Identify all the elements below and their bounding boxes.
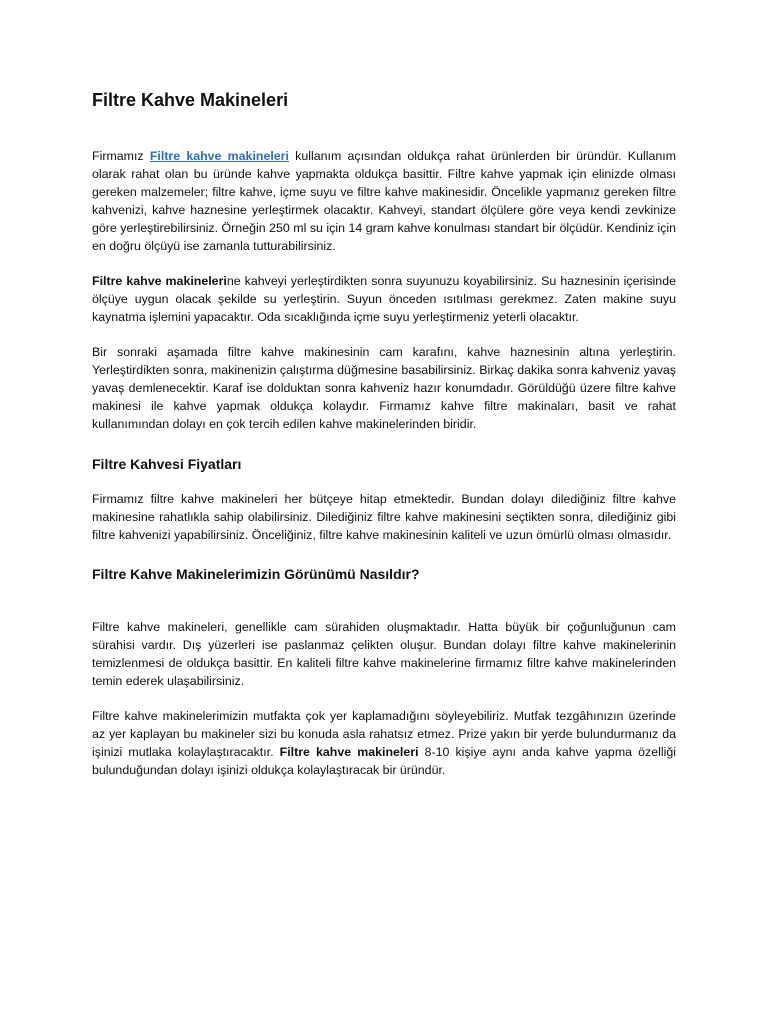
filtre-kahve-makineleri-link[interactable]: Filtre kahve makineleri: [149, 149, 289, 163]
document-title: Filtre Kahve Makineleri: [92, 90, 289, 110]
paragraph-text: 8-10 kişiye aynı anda kahve yapma özelliği bulunduğundan dolayı işinizi oldukça kolaylaştıracak bir üründür.: [92, 745, 676, 777]
paragraph-text: Firmamız: [92, 149, 150, 163]
paragraph-intro: [92, 147, 676, 255]
section-heading-prices: Filtre Kahvesi Fiyatları: [92, 456, 242, 472]
paragraph-text: Filtre kahve makinelerimizin mutfakta çok yer kaplamadığını söyleyebiliriz. Mutfak tezgâhınızın üzerinde az yer kaplayan bu makineler sizi bu konuda asla rahatsız etmez. Prize yakın bir yerde bulundurmanız da işinizi mutlaka kolaylaştıracaktır.: [92, 709, 676, 759]
paragraph-appearance: Filtre kahve makineleri, genellikle cam sürahiden oluşmaktadır. Hatta büyük bir çoğunluğunun cam sürahisi vardır. Dış yüzerleri ise paslanmaz çelikten oluşur. Bundan dolayı filtre kahve makinelerinin temizlenmesi de oldukça basittir. En kaliteli filtre kahve makinelerine firmamız filtre kahve makinelerinden temin ederek ulaşabilirsiniz.: [92, 620, 676, 688]
paragraph-brewing: Bir sonraki aşamada filtre kahve makinesinin cam karafını, kahve haznesinin altına yerleştirin. Yerleştirdikten sonra, makinenizin çalıştırma düğmesine basabilirsiniz. Birkaç dakika sonra kahveniz yavaş yavaş demlenecektir. Karaf ise dolduktan sonra kahveniz hazır konumdadır. Görüldüğü üzere filtre kahve makinesi ile kahve yapmak oldukça kolaydır. Firmamız kahve filtre makinaları, basit ve rahat kullanımından dolayı en çok tercih edilen kahve makinelerinden biridir.: [92, 345, 676, 431]
paragraph-water: [92, 272, 676, 326]
bold-term: Filtre kahve makineleri: [92, 274, 227, 288]
section-heading-appearance: Filtre Kahve Makinelerimizin Görünümü Nasıldır?: [92, 566, 420, 582]
paragraph-kitchen: [92, 707, 676, 779]
paragraph-text: kullanım açısından oldukça rahat ürünlerden bir üründür. Kullanım olarak rahat olan bu üründe kahve yapmakta oldukça basittir. Filtre kahve yapmak için elinizde olması gereken malzemeler; filtre kahve, içme suyu ve filtre kahve makinesidir. Öncelikle yapmanız gereken filtre kahvenizi, kahve haznesine yerleştirmek olacaktır. Kahveyi, standart ölçülere göre veya kendi zevkinize göre yerleştirebilirsiniz. Örneğin 250 ml su için 14 gram kahve konulması standart bir ölçüdür. Kendiniz için en doğru ölçüyü ise zamanla tutturabilirsiniz.: [92, 149, 677, 253]
paragraph-text: ne kahveyi yerleştirdikten sonra suyunuzu koyabilirsiniz. Su haznesinin içerisinde ölçüye uygun olacak şekilde su yerleştirin. Suyun önceden ısıtılması gerekmez. Zaten makine suyu kaynatma işlemini yapacaktır. Oda sıcaklığında içme suyu yerleştirmeniz yeterli olacaktır.: [92, 274, 676, 324]
bold-term: Filtre kahve makineleri: [279, 745, 419, 759]
paragraph-prices: Firmamız filtre kahve makineleri her bütçeye hitap etmektedir. Bundan dolayı dilediğiniz filtre kahve makinesine rahatlıkla sahip olabilirsiniz. Dilediğiniz filtre kahve makinesini seçtikten sonra, dilediğiniz gibi filtre kahvenizi yapabilirsiniz. Önceliğiniz, filtre kahve makinesinin kaliteli ve uzun ömürlü olması olmasıdır.: [92, 492, 676, 542]
